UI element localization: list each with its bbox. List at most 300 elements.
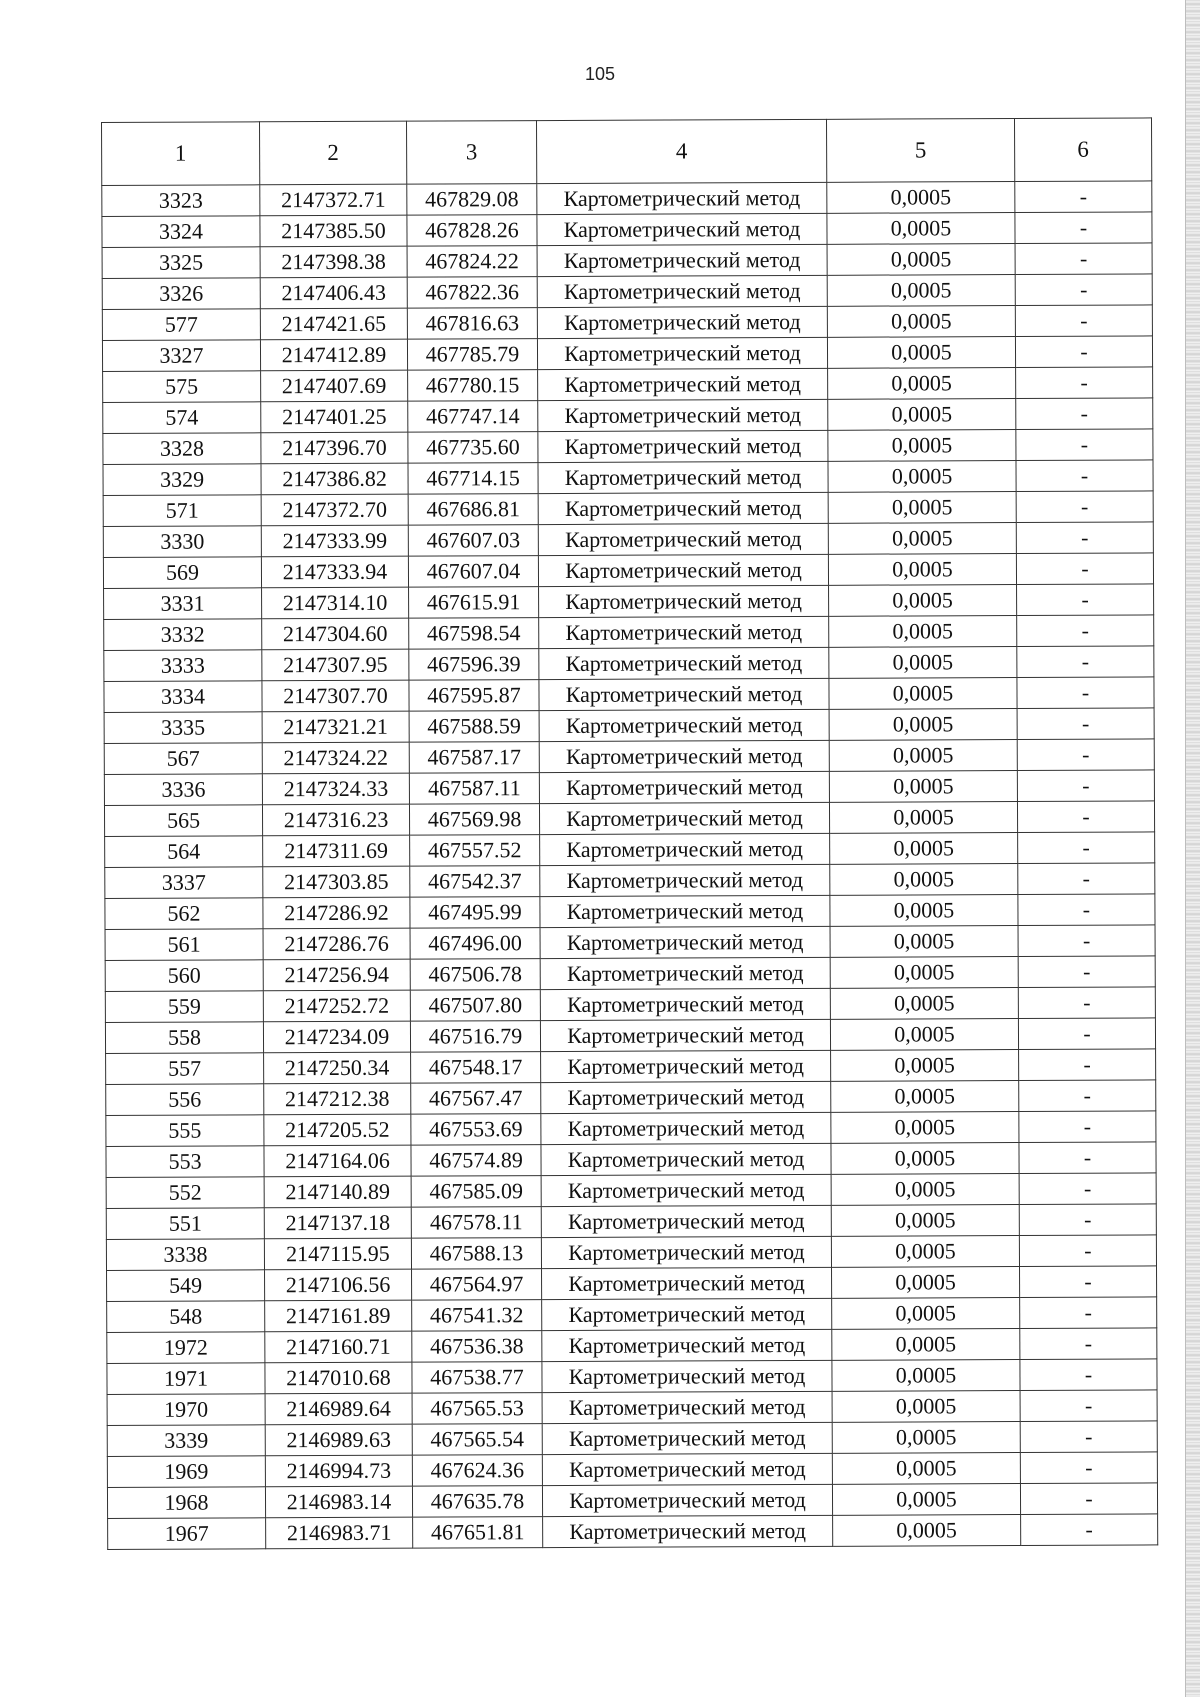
y-coordinate-cell: 467785.79 — [407, 339, 537, 371]
note-cell: - — [1016, 429, 1153, 461]
method-cell: Картометрический метод — [540, 1019, 830, 1051]
method-cell: Картометрический метод — [540, 833, 830, 865]
accuracy-cell: 0,0005 — [828, 554, 1016, 586]
method-cell: Картометрический метод — [542, 1329, 832, 1361]
x-coordinate-cell: 2147307.95 — [262, 649, 409, 681]
accuracy-cell: 0,0005 — [827, 213, 1015, 245]
note-cell: - — [1017, 801, 1154, 833]
y-coordinate-cell: 467686.81 — [408, 494, 538, 526]
point-number-cell: 3332 — [104, 619, 262, 651]
accuracy-cell: 0,0005 — [831, 1174, 1019, 1206]
table-row — [103, 460, 1153, 496]
table-row — [103, 522, 1153, 558]
note-cell: - — [1016, 398, 1153, 430]
method-cell: Картометрический метод — [542, 1484, 832, 1516]
table-row — [108, 1514, 1158, 1550]
y-coordinate-cell: 467538.77 — [412, 1362, 542, 1394]
method-cell: Картометрический метод — [538, 554, 828, 586]
x-coordinate-cell: 2147406.43 — [260, 277, 407, 309]
accuracy-cell: 0,0005 — [827, 337, 1015, 369]
accuracy-cell: 0,0005 — [832, 1391, 1020, 1423]
table-row — [104, 770, 1154, 806]
accuracy-cell: 0,0005 — [829, 647, 1017, 679]
table-row — [107, 1390, 1157, 1426]
column-header-1: 1 — [102, 122, 260, 186]
x-coordinate-cell: 2147321.21 — [262, 711, 409, 743]
y-coordinate-cell: 467595.87 — [409, 680, 539, 712]
method-cell: Картометрический метод — [542, 1422, 832, 1454]
x-coordinate-cell: 2147412.89 — [260, 339, 407, 371]
y-coordinate-cell: 467816.63 — [407, 308, 537, 340]
x-coordinate-cell: 2147311.69 — [263, 835, 410, 867]
accuracy-cell: 0,0005 — [830, 1019, 1018, 1051]
point-number-cell: 3338 — [106, 1239, 264, 1271]
table-row — [107, 1421, 1157, 1457]
method-cell: Картометрический метод — [542, 1453, 832, 1485]
accuracy-cell: 0,0005 — [828, 430, 1016, 462]
note-cell: - — [1020, 1297, 1157, 1329]
coordinates-table — [101, 117, 1158, 1550]
note-cell: - — [1019, 1173, 1156, 1205]
point-number-cell: 561 — [105, 929, 263, 961]
x-coordinate-cell: 2147333.99 — [261, 525, 408, 557]
point-number-cell: 3327 — [102, 340, 260, 372]
note-cell: - — [1019, 1142, 1156, 1174]
point-number-cell: 3330 — [103, 526, 261, 558]
point-number-cell: 3336 — [104, 774, 262, 806]
note-cell: - — [1020, 1390, 1157, 1422]
method-cell: Картометрический метод — [539, 709, 829, 741]
accuracy-cell: 0,0005 — [827, 182, 1015, 214]
x-coordinate-cell: 2147106.56 — [265, 1269, 412, 1301]
accuracy-cell: 0,0005 — [827, 275, 1015, 307]
accuracy-cell: 0,0005 — [829, 585, 1017, 617]
note-cell: - — [1017, 646, 1154, 678]
table-row — [107, 1359, 1157, 1395]
note-cell: - — [1020, 1483, 1157, 1515]
accuracy-cell: 0,0005 — [832, 1267, 1020, 1299]
y-coordinate-cell: 467564.97 — [412, 1269, 542, 1301]
x-coordinate-cell: 2147252.72 — [263, 990, 410, 1022]
method-cell: Картометрический метод — [540, 957, 830, 989]
note-cell: - — [1020, 1452, 1157, 1484]
y-coordinate-cell: 467714.15 — [408, 463, 538, 495]
table-row — [107, 1452, 1157, 1488]
table-row — [106, 1235, 1156, 1271]
method-cell: Картометрический метод — [537, 337, 827, 369]
accuracy-cell: 0,0005 — [828, 523, 1016, 555]
table-row — [105, 894, 1155, 930]
accuracy-cell: 0,0005 — [830, 988, 1018, 1020]
point-number-cell: 557 — [106, 1053, 264, 1085]
note-cell: - — [1018, 925, 1155, 957]
table-row — [102, 243, 1152, 279]
accuracy-cell: 0,0005 — [829, 771, 1017, 803]
y-coordinate-cell: 467574.89 — [411, 1145, 541, 1177]
note-cell: - — [1019, 1080, 1156, 1112]
x-coordinate-cell: 2147286.92 — [263, 897, 410, 929]
table-row — [105, 832, 1155, 868]
point-number-cell: 3335 — [104, 712, 262, 744]
y-coordinate-cell: 467496.00 — [410, 928, 540, 960]
method-cell: Картометрический метод — [541, 1050, 831, 1082]
x-coordinate-cell: 2147385.50 — [260, 215, 407, 247]
accuracy-cell: 0,0005 — [828, 492, 1016, 524]
point-number-cell: 548 — [107, 1301, 265, 1333]
method-cell: Картометрический метод — [539, 647, 829, 679]
point-number-cell: 1972 — [107, 1332, 265, 1364]
accuracy-cell: 0,0005 — [828, 368, 1016, 400]
method-cell: Картометрический метод — [541, 1143, 831, 1175]
point-number-cell: 3324 — [102, 216, 260, 248]
accuracy-cell: 0,0005 — [829, 740, 1017, 772]
x-coordinate-cell: 2147256.94 — [263, 959, 410, 991]
point-number-cell: 556 — [106, 1084, 264, 1116]
table-row — [105, 925, 1155, 961]
x-coordinate-cell: 2147333.94 — [261, 556, 408, 588]
y-coordinate-cell: 467735.60 — [408, 432, 538, 464]
point-number-cell: 575 — [103, 371, 261, 403]
x-coordinate-cell: 2147307.70 — [262, 680, 409, 712]
x-coordinate-cell: 2147286.76 — [263, 928, 410, 960]
y-coordinate-cell: 467824.22 — [407, 246, 537, 278]
accuracy-cell: 0,0005 — [830, 957, 1018, 989]
x-coordinate-cell: 2147396.70 — [261, 432, 408, 464]
accuracy-cell: 0,0005 — [829, 616, 1017, 648]
method-cell: Картометрический метод — [539, 740, 829, 772]
column-header-4: 4 — [536, 119, 826, 183]
x-coordinate-cell: 2147324.22 — [262, 742, 409, 774]
note-cell: - — [1016, 553, 1153, 585]
point-number-cell: 577 — [102, 309, 260, 341]
point-number-cell: 574 — [103, 402, 261, 434]
accuracy-cell: 0,0005 — [828, 399, 1016, 431]
x-coordinate-cell: 2147164.06 — [264, 1145, 411, 1177]
table-row — [103, 367, 1153, 403]
y-coordinate-cell: 467548.17 — [411, 1052, 541, 1084]
accuracy-cell: 0,0005 — [832, 1360, 1020, 1392]
note-cell: - — [1017, 615, 1154, 647]
y-coordinate-cell: 467553.69 — [411, 1114, 541, 1146]
y-coordinate-cell: 467598.54 — [409, 618, 539, 650]
accuracy-cell: 0,0005 — [830, 926, 1018, 958]
method-cell: Картометрический метод — [537, 306, 827, 338]
method-cell: Картометрический метод — [537, 244, 827, 276]
note-cell: - — [1020, 1359, 1157, 1391]
note-cell: - — [1017, 584, 1154, 616]
method-cell: Картометрический метод — [541, 1112, 831, 1144]
note-cell: - — [1016, 491, 1153, 523]
x-coordinate-cell: 2147212.38 — [264, 1083, 411, 1115]
accuracy-cell: 0,0005 — [831, 1236, 1019, 1268]
table-row — [104, 615, 1154, 651]
note-cell: - — [1015, 305, 1152, 337]
note-cell: - — [1015, 181, 1152, 213]
point-number-cell: 558 — [105, 1022, 263, 1054]
y-coordinate-cell: 467747.14 — [408, 401, 538, 433]
table-row — [106, 1080, 1156, 1116]
accuracy-cell: 0,0005 — [830, 864, 1018, 896]
y-coordinate-cell: 467588.13 — [411, 1238, 541, 1270]
note-cell: - — [1016, 367, 1153, 399]
point-number-cell: 560 — [105, 960, 263, 992]
x-coordinate-cell: 2146989.64 — [265, 1393, 412, 1425]
x-coordinate-cell: 2147407.69 — [261, 370, 408, 402]
accuracy-cell: 0,0005 — [829, 678, 1017, 710]
method-cell: Картометрический метод — [540, 926, 830, 958]
x-coordinate-cell: 2146989.63 — [265, 1424, 412, 1456]
x-coordinate-cell: 2147234.09 — [263, 1021, 410, 1053]
y-coordinate-cell: 467506.78 — [410, 959, 540, 991]
table-row — [102, 212, 1152, 248]
point-number-cell: 3329 — [103, 464, 261, 496]
accuracy-cell: 0,0005 — [832, 1329, 1020, 1361]
table-row — [104, 677, 1154, 713]
table-header — [102, 118, 1152, 186]
y-coordinate-cell: 467588.59 — [409, 711, 539, 743]
y-coordinate-cell: 467507.80 — [410, 990, 540, 1022]
y-coordinate-cell: 467565.53 — [412, 1393, 542, 1425]
x-coordinate-cell: 2147421.65 — [260, 308, 407, 340]
method-cell: Картометрический метод — [541, 1081, 831, 1113]
point-number-cell: 564 — [105, 836, 263, 868]
table-row — [106, 1111, 1156, 1147]
accuracy-cell: 0,0005 — [827, 244, 1015, 276]
method-cell: Картометрический метод — [538, 430, 828, 462]
method-cell: Картометрический метод — [538, 492, 828, 524]
x-coordinate-cell: 2147324.33 — [262, 773, 409, 805]
x-coordinate-cell: 2147372.70 — [261, 494, 408, 526]
table-row — [104, 646, 1154, 682]
accuracy-cell: 0,0005 — [830, 895, 1018, 927]
header-row — [102, 118, 1152, 186]
table-row — [105, 863, 1155, 899]
note-cell: - — [1018, 1018, 1155, 1050]
table-row — [103, 491, 1153, 527]
x-coordinate-cell: 2147386.82 — [261, 463, 408, 495]
x-coordinate-cell: 2147205.52 — [264, 1114, 411, 1146]
point-number-cell: 3333 — [104, 650, 262, 682]
method-cell: Картометрический метод — [542, 1267, 832, 1299]
method-cell: Картометрический метод — [539, 802, 829, 834]
method-cell: Картометрический метод — [542, 1391, 832, 1423]
y-coordinate-cell: 467567.47 — [411, 1083, 541, 1115]
y-coordinate-cell: 467585.09 — [411, 1176, 541, 1208]
table-row — [103, 398, 1153, 434]
table-row — [106, 1142, 1156, 1178]
accuracy-cell: 0,0005 — [832, 1453, 1020, 1485]
table-row — [105, 1018, 1155, 1054]
accuracy-cell: 0,0005 — [830, 833, 1018, 865]
table-row — [102, 274, 1152, 310]
accuracy-cell: 0,0005 — [832, 1298, 1020, 1330]
x-coordinate-cell: 2147115.95 — [264, 1238, 411, 1270]
column-header-5: 5 — [826, 119, 1014, 183]
method-cell: Картометрический метод — [538, 399, 828, 431]
method-cell: Картометрический метод — [541, 1236, 831, 1268]
note-cell: - — [1019, 1235, 1156, 1267]
note-cell: - — [1016, 460, 1153, 492]
x-coordinate-cell: 2147137.18 — [264, 1207, 411, 1239]
y-coordinate-cell: 467651.81 — [413, 1517, 543, 1549]
y-coordinate-cell: 467578.11 — [411, 1207, 541, 1239]
method-cell: Картометрический метод — [542, 1360, 832, 1392]
x-coordinate-cell: 2147316.23 — [262, 804, 409, 836]
point-number-cell: 551 — [106, 1208, 264, 1240]
y-coordinate-cell: 467587.11 — [409, 773, 539, 805]
table-row — [104, 739, 1154, 775]
method-cell: Картометрический метод — [539, 771, 829, 803]
accuracy-cell: 0,0005 — [832, 1484, 1020, 1516]
note-cell: - — [1018, 863, 1155, 895]
method-cell: Картометрический метод — [543, 1515, 833, 1547]
accuracy-cell: 0,0005 — [828, 461, 1016, 493]
point-number-cell: 3326 — [102, 278, 260, 310]
accuracy-cell: 0,0005 — [833, 1515, 1021, 1547]
table-row — [106, 1173, 1156, 1209]
point-number-cell: 555 — [106, 1115, 264, 1147]
x-coordinate-cell: 2147161.89 — [265, 1300, 412, 1332]
x-coordinate-cell: 2147304.60 — [262, 618, 409, 650]
scan-edge-artifact — [1185, 0, 1200, 1697]
note-cell: - — [1017, 770, 1154, 802]
note-cell: - — [1017, 677, 1154, 709]
accuracy-cell: 0,0005 — [831, 1081, 1019, 1113]
table-row — [102, 336, 1152, 372]
note-cell: - — [1017, 739, 1154, 771]
note-cell: - — [1018, 832, 1155, 864]
point-number-cell: 565 — [104, 805, 262, 837]
column-header-3: 3 — [406, 121, 536, 185]
method-cell: Картометрический метод — [539, 616, 829, 648]
note-cell: - — [1019, 1204, 1156, 1236]
point-number-cell: 3328 — [103, 433, 261, 465]
column-header-2: 2 — [260, 121, 407, 185]
accuracy-cell: 0,0005 — [831, 1205, 1019, 1237]
method-cell: Картометрический метод — [539, 678, 829, 710]
note-cell: - — [1021, 1514, 1158, 1546]
method-cell: Картометрический метод — [538, 368, 828, 400]
y-coordinate-cell: 467565.54 — [412, 1424, 542, 1456]
table-row — [107, 1328, 1157, 1364]
table-row — [103, 429, 1153, 465]
note-cell: - — [1018, 987, 1155, 1019]
accuracy-cell: 0,0005 — [831, 1050, 1019, 1082]
point-number-cell: 552 — [106, 1177, 264, 1209]
x-coordinate-cell: 2147010.68 — [265, 1362, 412, 1394]
point-number-cell: 3334 — [104, 681, 262, 713]
table-body — [102, 181, 1158, 1550]
page-number: 105 — [584, 64, 616, 84]
table-row — [106, 1049, 1156, 1085]
y-coordinate-cell: 467829.08 — [407, 184, 537, 216]
accuracy-cell: 0,0005 — [829, 709, 1017, 741]
y-coordinate-cell: 467516.79 — [410, 1021, 540, 1053]
y-coordinate-cell: 467615.91 — [409, 587, 539, 619]
table-row — [104, 584, 1154, 620]
method-cell: Картометрический метод — [539, 585, 829, 617]
y-coordinate-cell: 467557.52 — [410, 835, 540, 867]
note-cell: - — [1015, 212, 1152, 244]
table-row — [105, 956, 1155, 992]
method-cell: Картометрический метод — [541, 1205, 831, 1237]
y-coordinate-cell: 467542.37 — [410, 866, 540, 898]
note-cell: - — [1020, 1421, 1157, 1453]
point-number-cell: 3323 — [102, 185, 260, 217]
note-cell: - — [1015, 274, 1152, 306]
method-cell: Картометрический метод — [537, 213, 827, 245]
x-coordinate-cell: 2146994.73 — [265, 1455, 412, 1487]
method-cell: Картометрический метод — [541, 1174, 831, 1206]
accuracy-cell: 0,0005 — [827, 306, 1015, 338]
y-coordinate-cell: 467607.04 — [408, 556, 538, 588]
point-number-cell: 3339 — [107, 1425, 265, 1457]
accuracy-cell: 0,0005 — [831, 1143, 1019, 1175]
y-coordinate-cell: 467569.98 — [409, 804, 539, 836]
table-row — [107, 1266, 1157, 1302]
method-cell: Картометрический метод — [538, 523, 828, 555]
note-cell: - — [1020, 1266, 1157, 1298]
point-number-cell: 1971 — [107, 1363, 265, 1395]
accuracy-cell: 0,0005 — [831, 1112, 1019, 1144]
point-number-cell: 553 — [106, 1146, 264, 1178]
y-coordinate-cell: 467541.32 — [412, 1300, 542, 1332]
point-number-cell: 1970 — [107, 1394, 265, 1426]
method-cell: Картометрический метод — [540, 988, 830, 1020]
note-cell: - — [1015, 243, 1152, 275]
note-cell: - — [1017, 708, 1154, 740]
point-number-cell: 3325 — [102, 247, 260, 279]
point-number-cell: 1967 — [108, 1518, 266, 1550]
table-row — [104, 801, 1154, 837]
point-number-cell: 549 — [107, 1270, 265, 1302]
table-row — [104, 708, 1154, 744]
y-coordinate-cell: 467624.36 — [412, 1455, 542, 1487]
note-cell: - — [1018, 956, 1155, 988]
y-coordinate-cell: 467828.26 — [407, 215, 537, 247]
point-number-cell: 3337 — [105, 867, 263, 899]
table-row — [107, 1297, 1157, 1333]
y-coordinate-cell: 467536.38 — [412, 1331, 542, 1363]
y-coordinate-cell: 467780.15 — [408, 370, 538, 402]
y-coordinate-cell: 467495.99 — [410, 897, 540, 929]
note-cell: - — [1019, 1049, 1156, 1081]
point-number-cell: 3331 — [104, 588, 262, 620]
x-coordinate-cell: 2147372.71 — [260, 184, 407, 216]
table-row — [102, 305, 1152, 341]
table-row — [107, 1483, 1157, 1519]
y-coordinate-cell: 467607.03 — [408, 525, 538, 557]
method-cell: Картометрический метод — [540, 864, 830, 896]
y-coordinate-cell: 467587.17 — [409, 742, 539, 774]
note-cell: - — [1019, 1111, 1156, 1143]
accuracy-cell: 0,0005 — [832, 1422, 1020, 1454]
note-cell: - — [1018, 894, 1155, 926]
method-cell: Картометрический метод — [542, 1298, 832, 1330]
x-coordinate-cell: 2147398.38 — [260, 246, 407, 278]
x-coordinate-cell: 2147401.25 — [261, 401, 408, 433]
method-cell: Картометрический метод — [540, 895, 830, 927]
note-cell: - — [1016, 522, 1153, 554]
table-row — [105, 987, 1155, 1023]
x-coordinate-cell: 2147160.71 — [265, 1331, 412, 1363]
point-number-cell: 569 — [103, 557, 261, 589]
y-coordinate-cell: 467596.39 — [409, 649, 539, 681]
method-cell: Картометрический метод — [537, 182, 827, 214]
x-coordinate-cell: 2147140.89 — [264, 1176, 411, 1208]
table-row — [103, 553, 1153, 589]
note-cell: - — [1020, 1328, 1157, 1360]
